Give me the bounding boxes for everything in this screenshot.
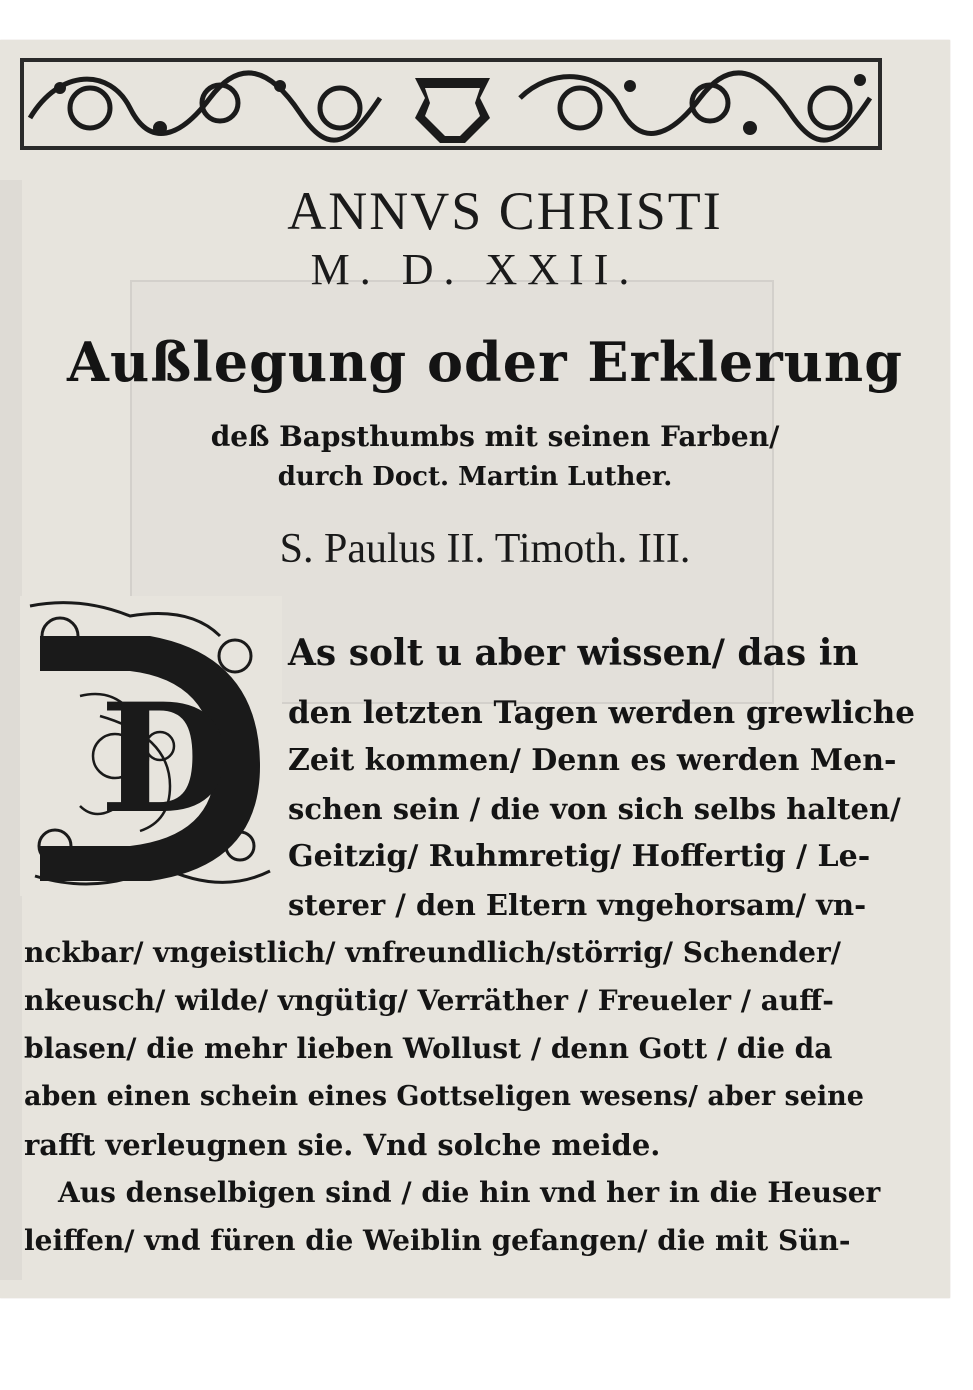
scripture-reference: S. Paulus II. Timoth. III. — [279, 526, 691, 572]
body-line-1: As solt u aber wissen/ das in — [288, 632, 859, 674]
body-line-13: leiffen/ vnd füren die Weiblin gefangen/ die mit Sün- — [24, 1224, 851, 1257]
subheading-1: deß Bapsthumbs mit seinen Farben/ — [210, 420, 780, 453]
subheading-2: durch Doct. Martin Luther. — [277, 462, 673, 492]
body-line-11: rafft verleugnen sie. Vnd solche meide. — [24, 1128, 661, 1162]
main-heading: Außlegung oder Erklerung — [67, 330, 903, 394]
body-line-9: blasen/ die mehr lieben Wollust / denn Gott / die da — [24, 1032, 833, 1065]
initial-letter-text: D — [100, 671, 231, 847]
ornamental-headpiece — [20, 58, 882, 150]
body-line-8: nkeusch/ wilde/ vngütig/ Verräther / Freueler / auff- — [24, 984, 834, 1017]
body-line-4: schen sein / die von sich selbs halten/ — [288, 792, 901, 826]
body-line-6: sterer / den Eltern vngehorsam/ vn- — [288, 888, 867, 922]
body-line-7: nckbar/ vngeistlich/ vnfreundlich/störrig/ Schender/ — [24, 936, 841, 969]
body-line-10: aben einen schein eines Gottseligen wesens/ aber seine — [24, 1081, 864, 1112]
body-line-12: Aus denselbigen sind / die hin vnd her in die Heuser — [58, 1176, 881, 1209]
decorated-initial-d — [20, 596, 282, 896]
body-line-2: den letzten Tagen werden grewliche — [288, 695, 916, 731]
body-line-5: Geitzig/ Ruhmretig/ Hoffertig / Le- — [288, 839, 871, 874]
title-year: M. D. XXII. — [310, 245, 640, 294]
title-annus-christi: ANNVS CHRISTI — [287, 181, 723, 241]
body-line-3: Zeit kommen/ Denn es werden Men- — [288, 743, 897, 778]
printed-leaf — [0, 40, 950, 1298]
